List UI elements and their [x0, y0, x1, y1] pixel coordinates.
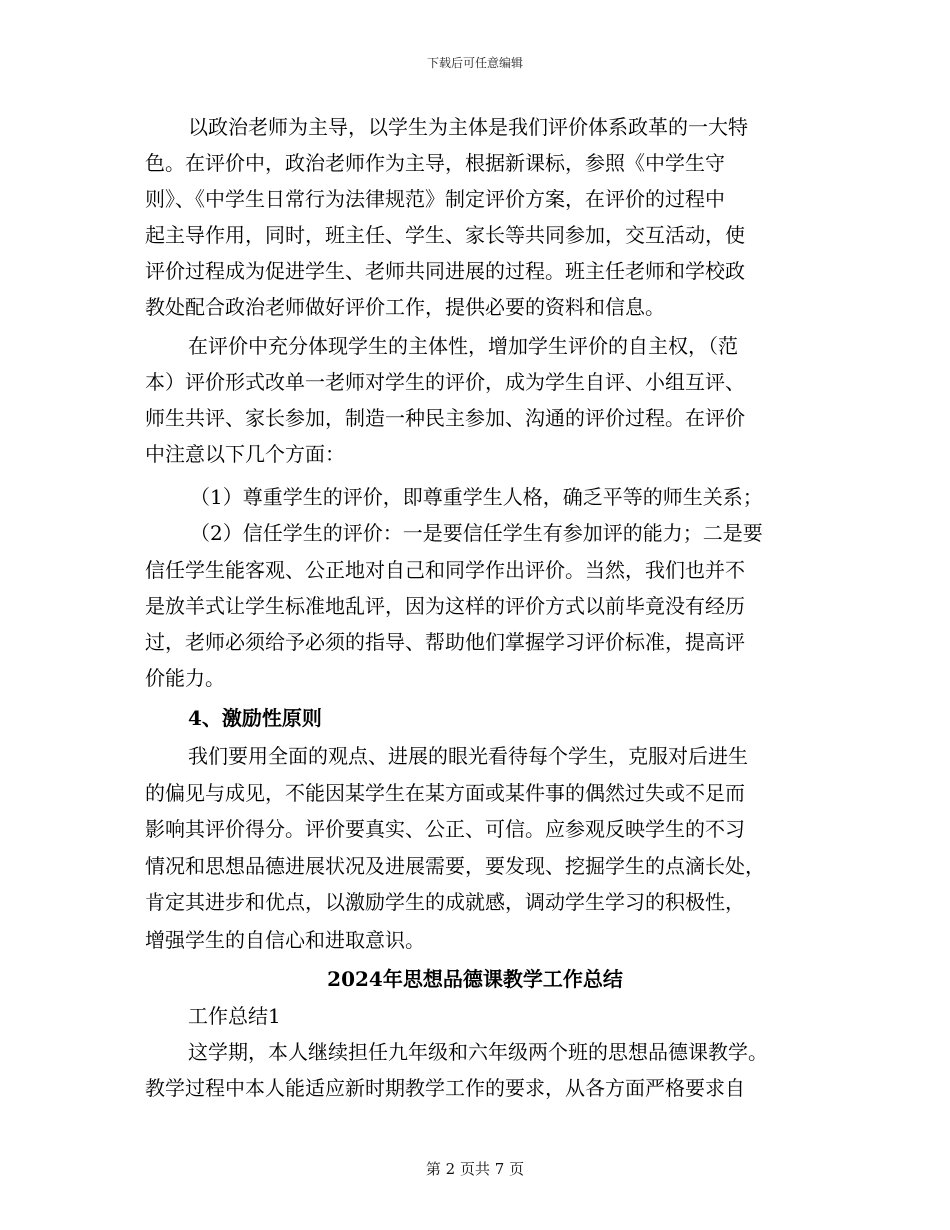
body-text-line: 在评价中充分体现学生的主体性，增加学生评价的自主权，（范: [188, 334, 738, 358]
body-text-line: 本）评价形式改单一老师对学生的评价，成为学生自评、小组互评、: [145, 370, 745, 394]
page-header-note: 下载后可任意编辑: [426, 56, 523, 70]
body-text-line: 则》、《中学生日常行为法律规范》制定评价方案，在评价的过程中: [145, 187, 725, 211]
body-text-line: 教处配合政治老师做好评价工作，提供必要的资料和信息。: [145, 295, 665, 319]
body-text-line: 价能力。: [145, 666, 225, 690]
body-text-line: 中注意以下几个方面：: [145, 442, 345, 466]
body-text-line: 我们要用全面的观点、进展的眼光看待每个学生，克服对后进生: [188, 744, 748, 768]
body-text-line: 这学期，本人继续担任九年级和六年级两个班的思想品德课教学。: [188, 1040, 768, 1064]
list-item-2: （2）信任学生的评价：一是要信任学生有参加评的能力；二是要: [190, 521, 763, 545]
subsection-label: 工作总结1: [188, 1004, 281, 1028]
body-text-line: 起主导作用，同时，班主任、学生、家长等共同参加，交互活动，使: [145, 223, 745, 247]
document-title: 2024年思想品德课教学工作总结: [327, 967, 623, 991]
page-number-footer: 第 2 页共 7 页: [425, 1160, 525, 1178]
body-text-line: 师生共评、家长参加，制造一种民主参加、沟通的评价过程。在评价: [145, 406, 745, 430]
body-text-line: 影响其评价得分。评价要真实、公正、可信。应参观反映学生的不习: [145, 817, 745, 841]
body-text-line: 教学过程中本人能适应新时期教学工作的要求，从各方面严格要求自: [145, 1076, 745, 1100]
list-item-1: （1）尊重学生的评价，即尊重学生人格，确乏平等的师生关系；: [190, 485, 763, 509]
body-text-line: 信任学生能客观、公正地对自己和同学作出评价。当然，我们也并不: [145, 558, 745, 582]
body-text-line: 肯定其进步和优点，以激励学生的成就感，调动学生学习的积极性，: [145, 890, 745, 914]
body-text-line: 的偏见与成见，不能因某学生在某方面或某件事的偶然过失或不足而: [145, 781, 745, 805]
body-text-line: 色。在评价中，政治老师作为主导，根据新课标，参照《中学生守: [145, 151, 725, 175]
section-heading: 4、激励性原则: [188, 706, 322, 730]
body-text-line: 以政治老师为主导，以学生为主体是我们评价体系政革的一大特: [188, 115, 748, 139]
body-text-line: 增强学生的自信心和进取意识。: [145, 928, 425, 952]
body-text-line: 情况和思想品德进展状况及进展需要，要发现、挖掘学生的点滴长处，: [145, 854, 765, 878]
body-text-line: 是放羊式让学生标准地乱评，因为这样的评价方式以前毕竟没有经历: [145, 594, 745, 618]
body-text-line: 评价过程成为促进学生、老师共同进展的过程。班主任老师和学校政: [145, 259, 745, 283]
body-text-line: 过，老师必须给予必须的指导、帮助他们掌握学习评价标准，提高评: [145, 630, 745, 654]
